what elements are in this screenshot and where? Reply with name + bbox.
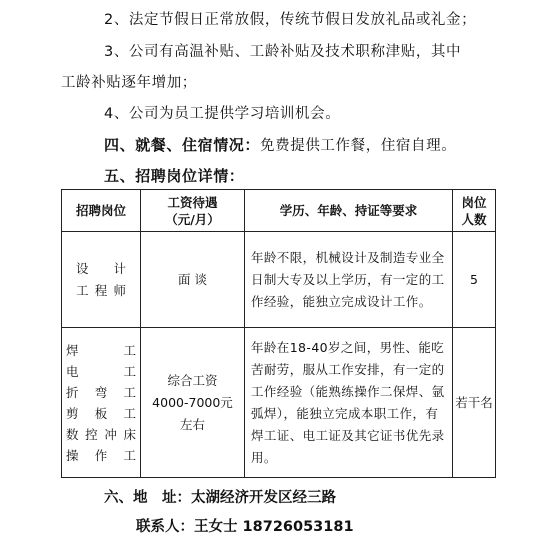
count-cell: 5 <box>453 232 496 328</box>
header-post: 招聘岗位 <box>62 190 141 232</box>
table-header-row <box>62 190 496 232</box>
header-count-line1: 岗位 <box>461 194 487 210</box>
section-dining-housing <box>104 135 456 156</box>
address-label: 六、地 址： <box>104 490 191 506</box>
contact-value: 王女士 18726053181 <box>194 519 354 535</box>
header-count <box>453 190 496 232</box>
address-line <box>104 486 336 507</box>
post-line: 工程师 <box>76 282 126 298</box>
header-salary-line1: 工资待遇 <box>167 194 218 210</box>
post-line: 电 工 <box>66 363 136 379</box>
section-dining-label: 四、就餐、住宿情况： <box>104 136 261 154</box>
post-cell <box>62 328 141 478</box>
post-line: 焊 工 <box>66 342 136 358</box>
header-count-line2: 人数 <box>461 211 487 227</box>
contact-label: 联系人： <box>136 519 194 535</box>
post-line: 操作工 <box>66 447 136 463</box>
benefit-line-2: 2、法定节假日正常放假，传统节假日发放礼品或礼金； <box>104 12 477 28</box>
requirements-cell: 年龄不限，机械设计及制造专业全日制大专及以上学历，有一定的工作经验，能独立完成设计工作。 <box>245 232 453 328</box>
salary-line: 综合工资 <box>167 372 218 388</box>
table-row <box>62 328 496 478</box>
count-cell: 若干名 <box>453 328 496 478</box>
post-line: 折弯工 <box>66 384 136 400</box>
post-line: 数控冲床 <box>66 426 136 442</box>
salary-line: 面 谈 <box>178 271 207 287</box>
benefit-line-3-cont: 工龄补贴逐年增加； <box>61 75 197 91</box>
post-line: 剪板工 <box>66 405 136 421</box>
salary-line: 4000-7000元 <box>152 394 233 410</box>
table-row <box>62 232 496 328</box>
benefit-line-4: 4、公司为员工提供学习培训机会。 <box>104 106 341 122</box>
salary-cell <box>141 328 245 478</box>
header-requirements: 学历、年龄、持证等要求 <box>245 190 453 232</box>
address-value: 太湖经济开发区经三路 <box>191 490 336 506</box>
requirements-cell: 年龄在18-40岁之间，男性、能吃苦耐劳，服从工作安排，有一定的工作经验（能熟练操作二保焊、氩弧焊），能独立完成本职工作，有焊工证、电工证及其它证书优先录用。 <box>245 328 453 478</box>
post-line: 设 计 <box>76 260 126 276</box>
header-salary <box>141 190 245 232</box>
section-dining-text: 免费提供工作餐，住宿自理。 <box>260 138 457 154</box>
header-salary-line2: （元/月） <box>165 211 220 227</box>
section-recruitment-heading: 五、招聘岗位详情： <box>104 167 245 185</box>
salary-line: 左右 <box>179 416 205 432</box>
benefit-line-3: 3、公司有高温补贴、工龄补贴及技术职称津贴，其中 <box>104 44 462 60</box>
contact-line <box>136 515 354 536</box>
recruitment-table <box>61 189 496 478</box>
post-cell <box>62 232 141 328</box>
salary-cell <box>141 232 245 328</box>
